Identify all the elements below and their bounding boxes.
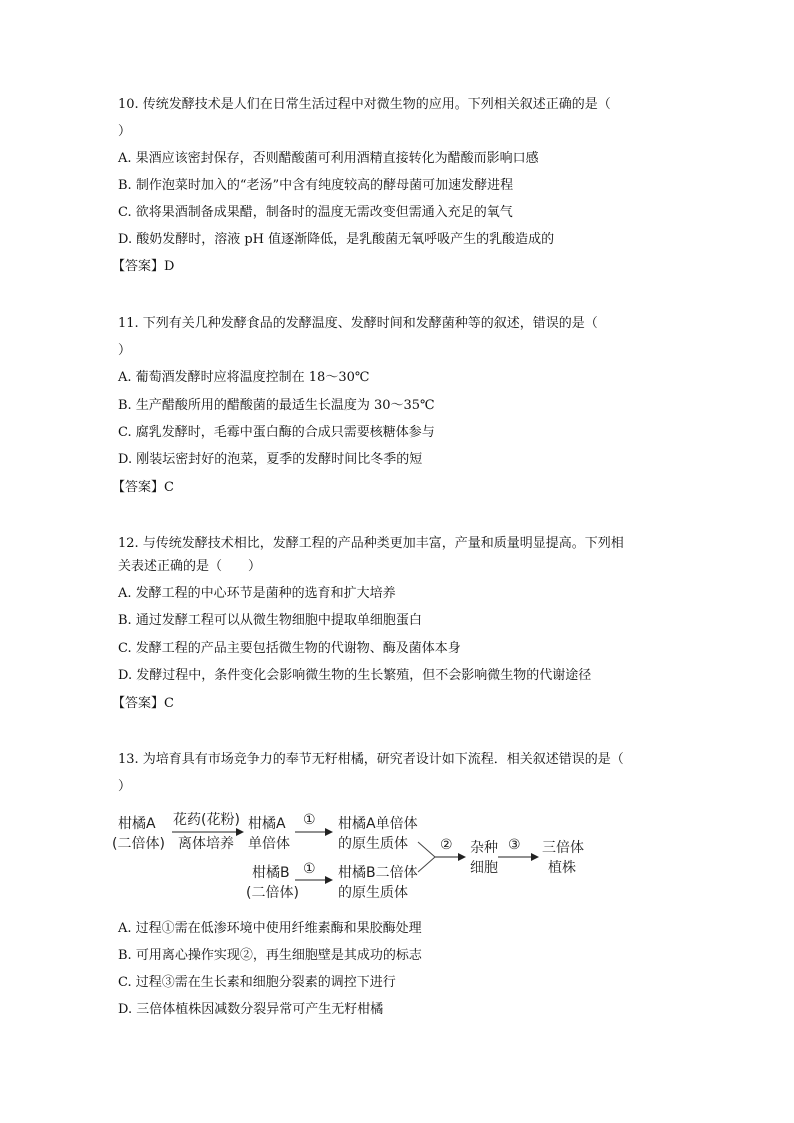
question-11-stem: 11. 下列有关几种发酵食品的发酵温度、发酵时间和发酵菌种等的叙述，错误的是（ bbox=[118, 316, 598, 331]
question-13-stem: 13. 为培育具有市场竞争力的奉节无籽柑橘，研究者设计如下流程．相关叙述错误的是（ bbox=[118, 752, 624, 767]
question-12-option-d: D. 发酵过程中，条件变化会影响微生物的生长繁殖，但不会影响微生物的代谢途径 bbox=[118, 668, 592, 683]
question-10-option-d: D. 酸奶发酵时，溶液 pH 值逐渐降低，是乳酸菌无氧呼吸产生的乳酸造成的 bbox=[118, 232, 555, 247]
question-11-option-b: B. 生产醋酸所用的醋酸菌的最适生长温度为 30～35℃ bbox=[118, 398, 435, 413]
question-12-stem: 12. 与传统发酵技术相比，发酵工程的产品种类更加丰富，产量和质量明显提高。下列相 bbox=[118, 536, 624, 551]
breeding-flow-diagram bbox=[110, 800, 600, 910]
question-11-option-d: D. 刚装坛密封好的泡菜，夏季的发酵时间比冬季的短 bbox=[118, 452, 423, 467]
question-11-option-a: A. 葡萄酒发酵时应将温度控制在 18～30℃ bbox=[118, 370, 370, 385]
question-13-option-d: D. 三倍体植株因减数分裂异常可产生无籽柑橘 bbox=[118, 1002, 384, 1017]
hybrid-cell-line1: 杂种 bbox=[470, 840, 498, 856]
triploid-plant-line2: 植株 bbox=[548, 860, 576, 876]
citrus-a-ploidy: (二倍体) bbox=[112, 836, 165, 852]
question-12-option-b: B. 通过发酵工程可以从微生物细胞中提取单细胞蛋白 bbox=[118, 613, 422, 628]
question-12-stem-cont: 关表述正确的是（ ） bbox=[118, 559, 262, 574]
a-protoplast-line2: 的原生质体 bbox=[338, 836, 408, 852]
a-protoplast-line1: 柑橘A单倍体 bbox=[338, 816, 418, 832]
question-11-answer: 【答案】C bbox=[112, 480, 174, 495]
question-10-stem-cont: ） bbox=[118, 124, 132, 139]
question-10-stem: 10. 传统发酵技术是人们在日常生活过程中对微生物的应用。下列相关叙述正确的是（ bbox=[118, 97, 611, 112]
citrus-a-haploid-line2: 单倍体 bbox=[248, 836, 290, 852]
question-11-option-c: C. 腐乳发酵时，毛霉中蛋白酶的合成只需要核糖体参与 bbox=[118, 425, 435, 440]
question-10-option-a: A. 果酒应该密封保存，否则醋酸菌可利用酒精直接转化为醋酸而影响口感 bbox=[118, 151, 539, 166]
question-12-option-c: C. 发酵工程的产品主要包括微生物的代谢物、酶及菌体本身 bbox=[118, 641, 461, 656]
converge-lines bbox=[418, 842, 435, 872]
question-10-answer: 【答案】D bbox=[112, 259, 175, 274]
anther-culture-label-top: 花药(花粉) bbox=[173, 812, 240, 828]
question-12-answer: 【答案】C bbox=[112, 696, 174, 711]
step-1-label-a: ① bbox=[303, 812, 316, 828]
step-2-label: ② bbox=[440, 837, 453, 853]
question-13-option-c: C. 过程③需在生长素和细胞分裂素的调控下进行 bbox=[118, 975, 396, 990]
citrus-b-ploidy: (二倍体) bbox=[246, 885, 299, 901]
triploid-plant-line1: 三倍体 bbox=[542, 840, 584, 856]
citrus-a-label: 柑橘A bbox=[118, 816, 156, 832]
citrus-b-label: 柑橘B bbox=[252, 865, 290, 881]
question-12-option-a: A. 发酵工程的中心环节是菌种的选育和扩大培养 bbox=[118, 586, 396, 601]
question-11-stem-cont: ） bbox=[118, 343, 132, 358]
b-protoplast-line1: 柑橘B二倍体 bbox=[338, 865, 418, 881]
hybrid-cell-line2: 细胞 bbox=[470, 860, 498, 876]
question-13-option-a: A. 过程①需在低渗环境中使用纤维素酶和果胶酶处理 bbox=[118, 921, 422, 936]
question-13-stem-cont: ） bbox=[118, 779, 132, 794]
step-1-label-b: ① bbox=[303, 861, 316, 877]
b-protoplast-line2: 的原生质体 bbox=[338, 885, 408, 901]
question-10-option-c: C. 欲将果酒制备成果醋，制备时的温度无需改变但需通入充足的氧气 bbox=[118, 205, 513, 220]
citrus-a-haploid-line1: 柑橘A bbox=[248, 816, 286, 832]
step-3-label: ③ bbox=[508, 837, 521, 853]
question-10-option-b: B. 制作泡菜时加入的“老汤”中含有纯度较高的酵母菌可加速发酵进程 bbox=[118, 178, 514, 193]
anther-culture-label-bottom: 离体培养 bbox=[178, 836, 234, 852]
question-13-option-b: B. 可用离心操作实现②，再生细胞壁是其成功的标志 bbox=[118, 948, 422, 963]
